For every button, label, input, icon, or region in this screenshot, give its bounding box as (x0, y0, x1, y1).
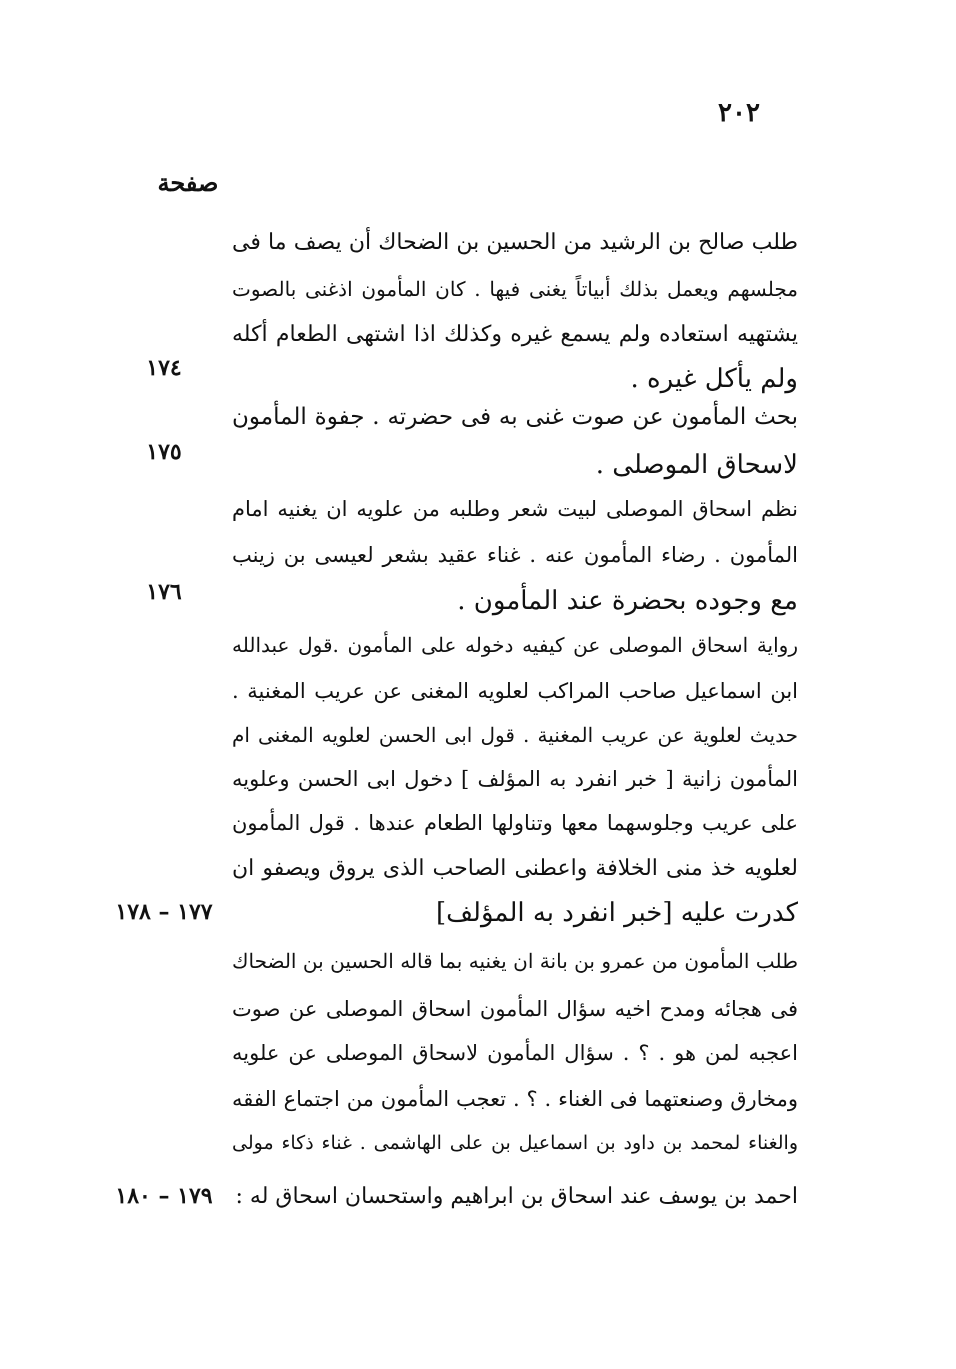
entry-line: طلب المأمون من عمرو بن بانة ان يغنيه بما قاله الحسين بن الضحاك (232, 949, 798, 973)
column-header-page: صفحة (157, 168, 219, 197)
entry-line: ومخارق وصنعتهما فى الغناء . ؟ . تعجب المأمون من اجتماع الفقه (232, 1087, 798, 1111)
entry-line: فى هجائه ومدح اخيه سؤال المأمون اسحاق الموصلى عن صوت (232, 997, 798, 1021)
page-reference: ١٧٤ (146, 355, 182, 381)
entry-line: على عريب وجلوسهما معها وتناولها الطعام عندها . قول المأمون (232, 811, 798, 835)
entry-line: لاسحاق الموصلى . (595, 450, 798, 480)
entry-line: مجلسهم ويعمل بذلك أبياتاً يغنى فيها . كان المأمون اذغنى بالصوت (232, 277, 798, 301)
entry-line: بحث المأمون عن صوت غنى به فى حضرته . جفوة المأمون (232, 404, 798, 430)
page-reference: ١٧٥ (146, 439, 182, 465)
entry-line: رواية اسحاق الموصلى عن كيفيه دخوله على المأمون .قول عبدالله (232, 633, 798, 657)
entry-line: ولم يأكل غيره . (630, 364, 798, 394)
entry-line: يشتهيه استعاده ولم يسمع غيره وكذلك اذا اشتهى الطعام أكله (232, 322, 798, 347)
entry-line: لعلويه خذ منى الخلافة واعطنى الصاحب الذى يروق ويصفو ان (232, 856, 798, 881)
entry-line: المأمون . رضاء المأمون عنه . غناء عقيد بشعر لعيسى بن زينب (232, 543, 798, 567)
entry-line: ابن اسماعيل صاحب المراكب لعلويه المغنى عن عريب المغنية . (232, 679, 798, 703)
entry-line: مع وجوده بحضرة عند المأمون . (457, 586, 798, 616)
entry-line: حديث لعلوية عن عريب المغنية . قول ابى الحسن لعلويه المغنى ام (232, 723, 798, 747)
entry-line: نظم اسحاق الموصلى لبيت شعر وطلبه من علويه ان يغنيه امام (232, 497, 798, 521)
entry-line: المأمون زانية [ خبر انفرد به المؤلف ] دخول ابى الحسن وعلويه (232, 767, 798, 791)
entry-line: والغناء لمحمد بن داود بن اسماعيل بن على الهاشمى . غناء ذكاء مولى (232, 1132, 798, 1154)
entry-line: احمد بن يوسف عند اسحاق بن ابراهيم واستحسان اسحاق له : (235, 1184, 798, 1209)
page-reference: ١٧٦ (146, 579, 182, 605)
entry-line: اعجبه لمن هو . ؟ . سؤال المأمون لاسحاق الموصلى عن علويه (232, 1041, 798, 1065)
entry-line: كدرت عليه [خبر انفرد به المؤلف] (436, 898, 798, 928)
page-reference: ١٧٧ – ١٧٨ (115, 899, 213, 925)
page-reference: ١٧٩ – ١٨٠ (115, 1183, 213, 1209)
entry-line: طلب صالح بن الرشيد من الحسين بن الضحاك أن يصف ما فى (232, 230, 798, 255)
page-number: ٢٠٢ (718, 98, 760, 128)
